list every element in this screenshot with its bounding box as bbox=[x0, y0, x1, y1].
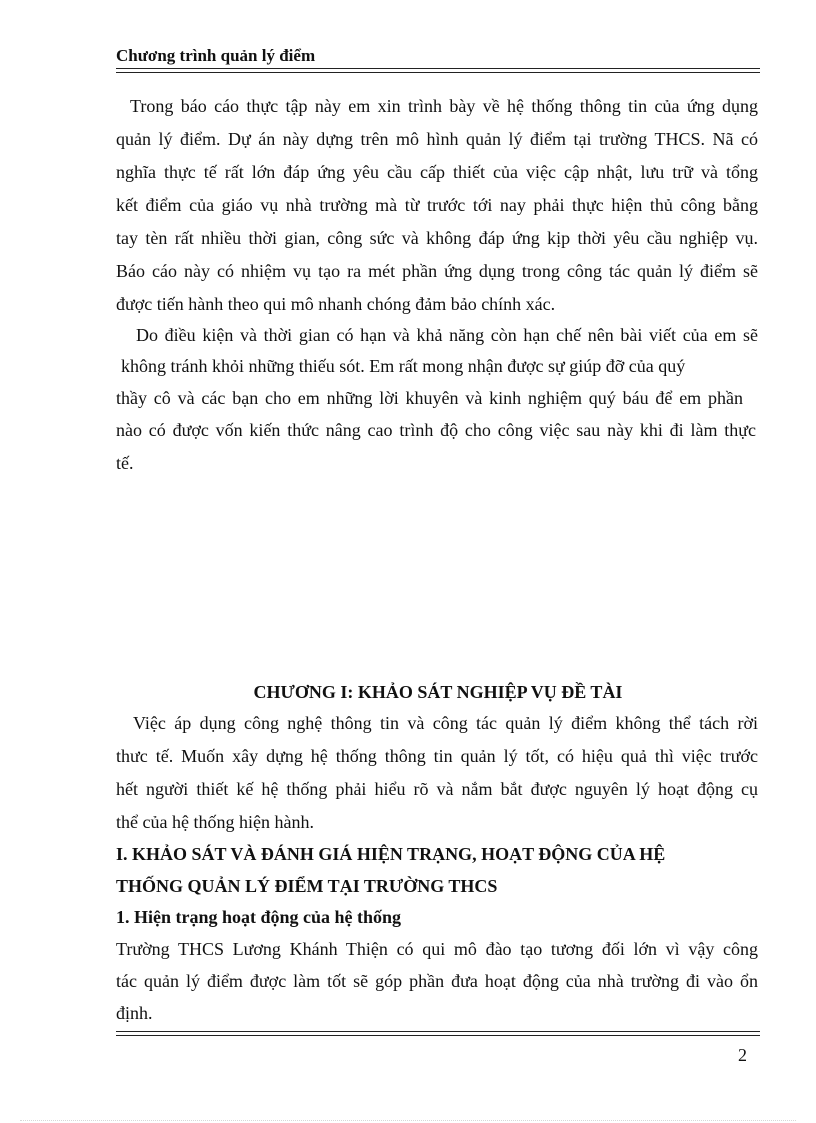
section-heading-line: THỐNG QUẢN LÝ ĐIỂM TẠI TRƯỜNG THCS bbox=[116, 876, 498, 896]
footer-rule-bottom bbox=[116, 1035, 760, 1036]
text-line: tác quản lý điểm được làm tốt sẽ góp phần đưa hoạt động của nhà trường đi vào ổn bbox=[116, 971, 758, 991]
text-line: thưc tế. Muốn xây dựng hệ thống thông tin quản lý tốt, có hiệu quả thì việc trước bbox=[116, 746, 758, 766]
page-edge-divider bbox=[20, 1120, 796, 1121]
text-line: Do điều kiện và thời gian có hạn và khả năng còn hạn chế nên bài viết của em sẽ bbox=[136, 325, 758, 345]
page-number: 2 bbox=[738, 1045, 747, 1065]
subsection-heading: 1. Hiện trạng hoạt động của hệ thống bbox=[116, 907, 402, 927]
header-rule-bottom bbox=[116, 72, 760, 73]
text-line: Báo cáo này có nhiệm vụ tạo ra mét phần ứng dụng trong công tác quản lý điểm sẽ bbox=[116, 261, 758, 281]
section-heading-line: I. KHẢO SÁT VÀ ĐÁNH GIÁ HIỆN TRẠNG, HOẠT ĐỘNG CỦA HỆ bbox=[116, 844, 666, 864]
text-line: quản lý điểm. Dự án này dựng trên mô hình quản lý điểm tại trường THCS. Nã có bbox=[116, 129, 758, 149]
header-rule-top bbox=[116, 68, 760, 69]
running-header-title: Chương trình quản lý điểm bbox=[116, 46, 316, 65]
text-line: nào có được vốn kiến thức nâng cao trình độ cho công việc sau này khi đi làm thực bbox=[116, 420, 756, 440]
text-line: thầy cô và các bạn cho em những lời khuyên và kinh nghiệm quý báu để em phần bbox=[116, 388, 743, 408]
text-line: thể của hệ thống hiện hành. bbox=[116, 812, 314, 832]
text-line: nghĩa thực tế rất lớn đáp ứng yêu cầu cấp thiết của việc cập nhật, lưu trữ và tổng bbox=[116, 162, 758, 182]
text-line: không tránh khỏi những thiếu sót. Em rất mong nhận được sự giúp đỡ của quý bbox=[121, 356, 686, 376]
text-line: tay tèn rất nhiều thời gian, công sức và không đáp ứng kịp thời yêu cầu nghiệp vụ. bbox=[116, 228, 758, 248]
text-line: Việc áp dụng công nghệ thông tin và công tác quản lý điểm không thể tách rời bbox=[133, 713, 758, 733]
text-line: được tiến hành theo qui mô nhanh chóng đảm bảo chính xác. bbox=[116, 294, 556, 314]
footer-rule-top bbox=[116, 1031, 760, 1032]
text-line: kết điểm của giáo vụ nhà trường mà từ trước tới nay phải thực hiện thủ công bằng bbox=[116, 195, 758, 215]
text-line: định. bbox=[116, 1003, 153, 1023]
text-line: tế. bbox=[116, 453, 134, 473]
text-line: hết người thiết kế hệ thống phải hiểu rõ và nắm bắt được nguyên lý hoạt động cụ bbox=[116, 779, 758, 799]
text-line: Trường THCS Lương Khánh Thiện có qui mô đào tạo tương đối lớn vì vậy công bbox=[116, 939, 758, 959]
chapter-title: CHƯƠNG I: KHẢO SÁT NGHIỆP VỤ ĐỀ TÀI bbox=[253, 682, 623, 702]
text-line: Trong báo cáo thực tập này em xin trình bày về hệ thống thông tin của ứng dụng bbox=[130, 96, 758, 116]
